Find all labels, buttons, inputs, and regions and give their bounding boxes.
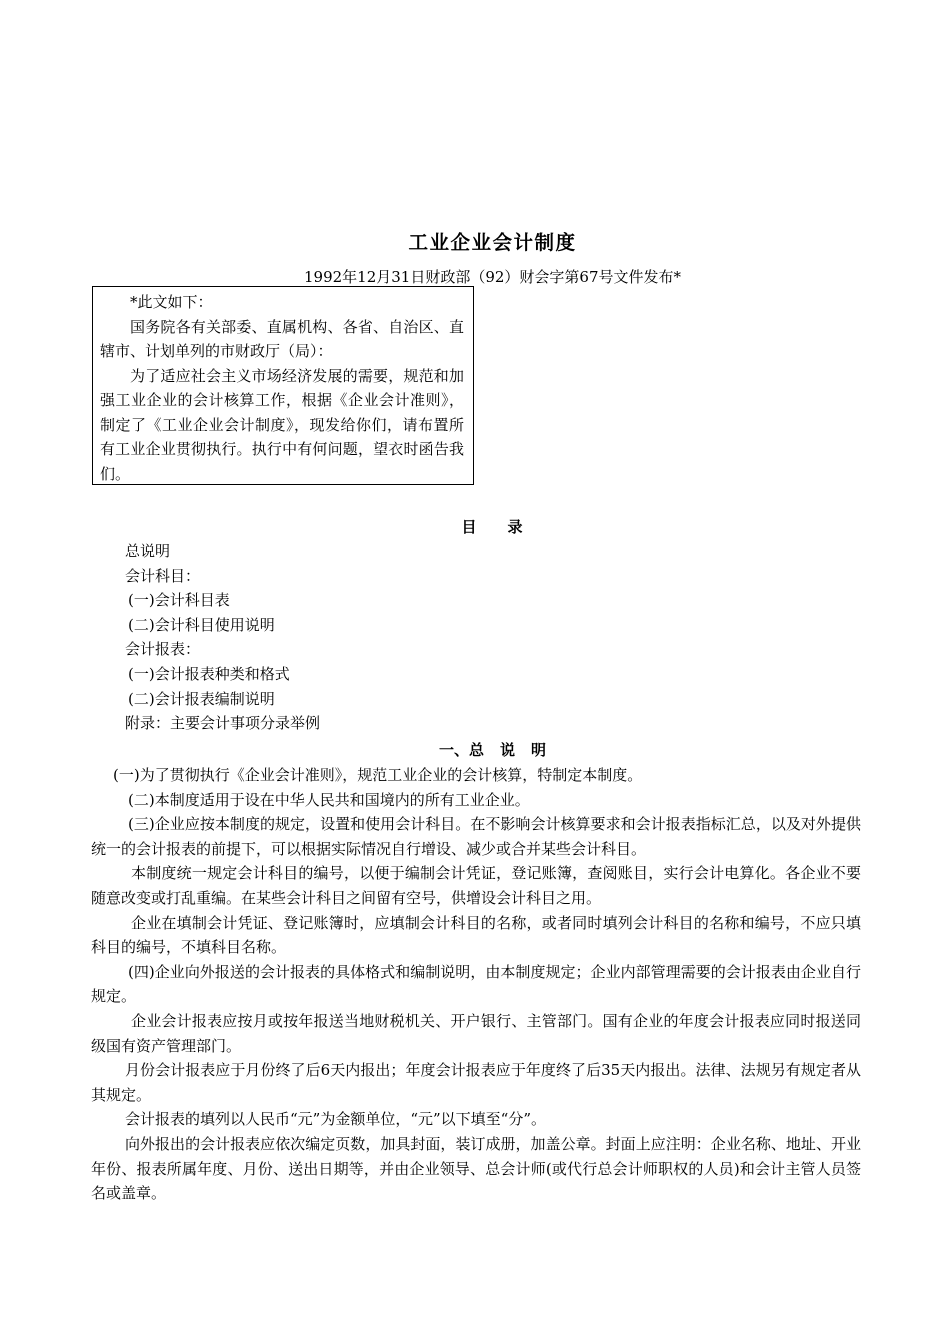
page-title: 工业企业会计制度 bbox=[408, 231, 577, 254]
toc-item: (一)会计科目表 bbox=[128, 591, 230, 610]
toc-item: (二)会计报表编制说明 bbox=[128, 689, 275, 708]
toc-heading: 目 录 bbox=[461, 518, 524, 536]
section-body bbox=[91, 763, 861, 1206]
notice-box bbox=[92, 286, 474, 485]
toc-item: 附录：主要会计事项分录举例 bbox=[125, 714, 321, 733]
notice-body: 为了适应社会主义市场经济发展的需要，规范和加强工业企业的会计核算工作，根据《企业会计准则》，制定了《工业企业会计制度》，现发给你们，请布置所有工业企业贯彻执行。执行中有何问题，望衣时函告我们。 bbox=[100, 366, 464, 483]
paragraph: 向外报出的会计报表应依次编定页数，加具封面，装订成册，加盖公章。封面上应注明：企业名称、地址、开业年份、报表所属年度、月份、送出日期等，并由企业领导、总会计师(或代行总会计师职权的人员)和会计主管人员签名或盖章。 bbox=[91, 1134, 861, 1203]
paragraph: (三)企业应按本制度的规定，设置和使用会计科目。在不影响会计核算要求和会计报表指标汇总，以及对外提供统一的会计报表的前提下，可以根据实际情况自行增设、减少或合并某些会计科目。 bbox=[91, 815, 861, 858]
paragraph: 本制度统一规定会计科目的编号，以便于编制会计凭证，登记账簿，查阅账目，实行会计电算化。各企业不要随意改变或打乱重编。在某些会计科目之间留有空号，供增设会计科目之用。 bbox=[91, 864, 861, 907]
toc-item: 会计报表： bbox=[125, 640, 201, 659]
publication-note: 1992年12月31日财政部（92）财会字第67号文件发布* bbox=[303, 268, 682, 286]
paragraph: (二)本制度适用于设在中华人民共和国境内的所有工业企业。 bbox=[128, 790, 530, 809]
paragraph: 企业会计报表应按月或按年报送当地财税机关、开户银行、主管部门。国有企业的年度会计报表应同时报送同级国有资产管理部门。 bbox=[91, 1011, 861, 1055]
paragraph: 会计报表的填列以人民币“元”为金额单位，“元”以下填至“分”。 bbox=[125, 1110, 547, 1129]
section-heading: 一、总 说 明 bbox=[438, 741, 547, 759]
paragraph: (四)企业向外报送的会计报表的具体格式和编制说明，由本制度规定；企业内部管理需要的会计报表由企业自行规定。 bbox=[91, 962, 861, 1006]
toc-item: (一)会计报表种类和格式 bbox=[128, 664, 290, 683]
table-of-contents bbox=[125, 539, 320, 736]
notice-recipients: 国务院各有关部委、直属机构、各省、自治区、直辖市、计划单列的市财政厅（局）： bbox=[100, 317, 464, 360]
notice-intro: *此文如下： bbox=[130, 293, 213, 311]
paragraph: (一)为了贯彻执行《企业会计准则》，规范工业企业的会计核算，特制定本制度。 bbox=[113, 766, 643, 784]
toc-item: 会计科目： bbox=[125, 566, 201, 585]
toc-item: 总说明 bbox=[125, 542, 171, 560]
paragraph: 月份会计报表应于月份终了后6天内报出；年度会计报表应于年度终了后35天内报出。法律、法规另有规定者从其规定。 bbox=[91, 1061, 861, 1104]
toc-item: (二)会计科目使用说明 bbox=[128, 615, 275, 634]
paragraph: 企业在填制会计凭证、登记账簿时，应填制会计科目的名称，或者同时填列会计科目的名称和编号，不应只填科目的编号，不填科目名称。 bbox=[91, 913, 861, 957]
